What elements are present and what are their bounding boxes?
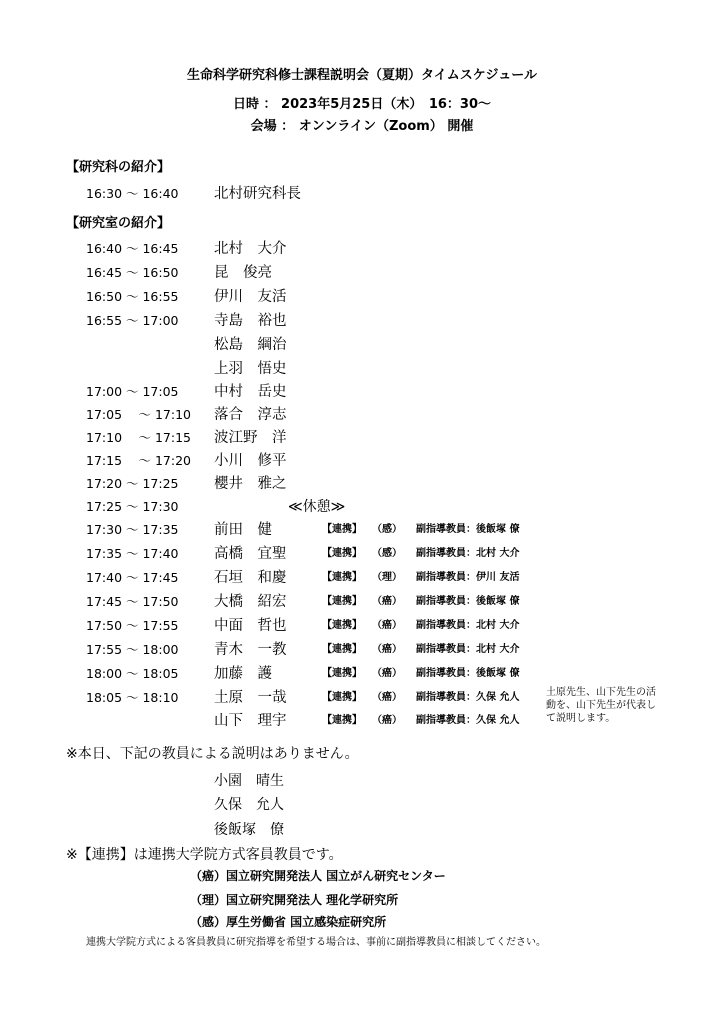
row-time: 17:50 ～ 17:55	[86, 618, 179, 633]
schedule-row	[0, 312, 724, 334]
row-time: 17:00 ～ 17:05	[86, 384, 179, 399]
legend-notice: ※【連携】は連携大学院方式客員教員です。	[66, 847, 343, 863]
schedule-row	[0, 264, 724, 286]
section-heading-faculty: 【研究科の紹介】	[66, 160, 171, 175]
adjunct-row	[0, 641, 724, 663]
row-time: 16:40 ～ 16:45	[86, 241, 179, 256]
date-line: 日時 ： 2023年5月25日（木） 16：30～	[232, 97, 492, 112]
row-name: 石垣 和慶	[214, 570, 287, 586]
row-time: 18:05 ～ 18:10	[86, 690, 179, 705]
schedule-row	[0, 288, 724, 310]
institution-tag: （理）	[372, 572, 402, 583]
adjunct-tag: 【連携】	[322, 692, 362, 703]
adjunct-tag: 【連携】	[322, 548, 362, 559]
adjunct-row	[0, 593, 724, 615]
row-name: 加藤 護	[214, 666, 272, 682]
institution-tag: （癌）	[372, 668, 402, 679]
adjunct-tag: 【連携】	[322, 715, 362, 726]
adjunct-row	[0, 617, 724, 639]
institution-tag: （癌）	[372, 596, 402, 607]
adjunct-tag: 【連携】	[322, 620, 362, 631]
advisor-label: 副指導教員：北村 大介	[416, 548, 520, 559]
schedule-row	[0, 336, 724, 358]
row-name: 北村 大介	[214, 241, 287, 257]
adjunct-tag: 【連携】	[322, 596, 362, 607]
row-time: 17:30 ～ 17:35	[86, 522, 179, 537]
faculty-time: 16:30 ～ 16:40	[86, 186, 179, 201]
break-label: ≪休憩≫	[288, 499, 346, 515]
schedule-row	[0, 475, 724, 497]
schedule-row	[0, 360, 724, 382]
institution-tag: （癌）	[372, 620, 402, 631]
adjunct-tag: 【連携】	[322, 644, 362, 655]
row-name: 上羽 悟史	[214, 361, 287, 377]
row-name: 大橋 紹宏	[214, 594, 287, 610]
row-name: 中面 哲也	[214, 618, 287, 634]
absent-name: 久保 允人	[214, 797, 284, 813]
advisor-label: 副指導教員：久保 允人	[416, 715, 520, 726]
break-row	[0, 498, 724, 520]
row-time: 16:45 ～ 16:50	[86, 265, 179, 280]
side-note: 土原先生、山下先生の活動を、山下先生が代表して説明します。	[546, 687, 656, 724]
row-name: 寺島 裕也	[214, 313, 287, 329]
institution-tag: （癌）	[372, 692, 402, 703]
row-name: 波江野 洋	[214, 430, 287, 446]
row-time: 17:40 ～ 17:45	[86, 570, 179, 585]
row-time: 16:50 ～ 16:55	[86, 289, 179, 304]
row-time: 17:20 ～ 17:25	[86, 476, 179, 491]
advisor-label: 副指導教員：北村 大介	[416, 644, 520, 655]
row-time: 17:25 ～ 17:30	[86, 499, 179, 514]
row-name: 高橋 宜聖	[214, 546, 287, 562]
schedule-row	[0, 383, 724, 405]
adjunct-tag: 【連携】	[322, 572, 362, 583]
row-time: 17:55 ～ 18:00	[86, 642, 179, 657]
row-time: 17:10 ～ 17:15	[86, 430, 191, 445]
schedule-row	[0, 406, 724, 428]
absent-notice: ※本日、下記の教員による説明はありません。	[66, 746, 359, 762]
absent-name: 後飯塚 僚	[214, 822, 284, 838]
advisor-label: 副指導教員：北村 大介	[416, 620, 520, 631]
row-time: 17:35 ～ 17:40	[86, 546, 179, 561]
row-time: 17:45 ～ 17:50	[86, 594, 179, 609]
row-name: 山下 理宇	[214, 713, 287, 729]
faculty-name: 北村研究科長	[214, 186, 301, 202]
legend-item: （癌）国立研究開発法人 国立がん研究センター	[190, 869, 446, 883]
adjunct-row	[0, 665, 724, 687]
row-time: 16:55 ～ 17:00	[86, 313, 179, 328]
row-name: 前田 健	[214, 522, 272, 538]
advisor-label: 副指導教員：後飯塚 僚	[416, 524, 520, 535]
row-name: 青木 一教	[214, 642, 287, 658]
row-name: 伊川 友活	[214, 289, 287, 305]
advisor-label: 副指導教員：伊川 友活	[416, 572, 520, 583]
adjunct-row	[0, 545, 724, 567]
row-name: 昆 俊亮	[214, 265, 272, 281]
adjunct-row	[0, 521, 724, 543]
legend-item: （理）国立研究開発法人 理化学研究所	[190, 893, 399, 907]
faculty-row	[0, 185, 724, 207]
legend-item: （感）厚生労働省 国立感染症研究所	[190, 915, 387, 929]
venue-line: 会場 ： オンンライン（Zoom） 開催	[250, 119, 474, 134]
institution-tag: （癌）	[372, 644, 402, 655]
row-name: 土原 一哉	[214, 690, 287, 706]
advisor-label: 副指導教員：久保 允人	[416, 692, 520, 703]
footer-note: 連携大学院方式による客員教員に研究指導を希望する場合は、事前に副指導教員に相談してください。	[86, 937, 546, 948]
schedule-row	[0, 240, 724, 262]
absent-name: 小園 晴生	[214, 773, 284, 789]
row-name: 落合 淳志	[214, 407, 287, 423]
section-heading-labs: 【研究室の紹介】	[66, 216, 171, 231]
adjunct-row	[0, 569, 724, 591]
row-name: 松島 綱治	[214, 337, 287, 353]
adjunct-tag: 【連携】	[322, 524, 362, 535]
row-time: 17:05 ～ 17:10	[86, 407, 191, 422]
row-name: 櫻井 雅之	[214, 476, 287, 492]
adjunct-tag: 【連携】	[322, 668, 362, 679]
institution-tag: （癌）	[372, 715, 402, 726]
row-name: 中村 岳史	[214, 384, 287, 400]
schedule-row	[0, 452, 724, 474]
row-name: 小川 修平	[214, 453, 287, 469]
row-time: 18:00 ～ 18:05	[86, 666, 179, 681]
institution-tag: （感）	[372, 524, 402, 535]
advisor-label: 副指導教員：後飯塚 僚	[416, 668, 520, 679]
institution-tag: （感）	[372, 548, 402, 559]
page-title: 生命科学研究科修士課程説明会（夏期）タイムスケジュール	[187, 68, 537, 83]
schedule-row	[0, 429, 724, 451]
advisor-label: 副指導教員：後飯塚 僚	[416, 596, 520, 607]
row-time: 17:15 ～ 17:20	[86, 453, 191, 468]
